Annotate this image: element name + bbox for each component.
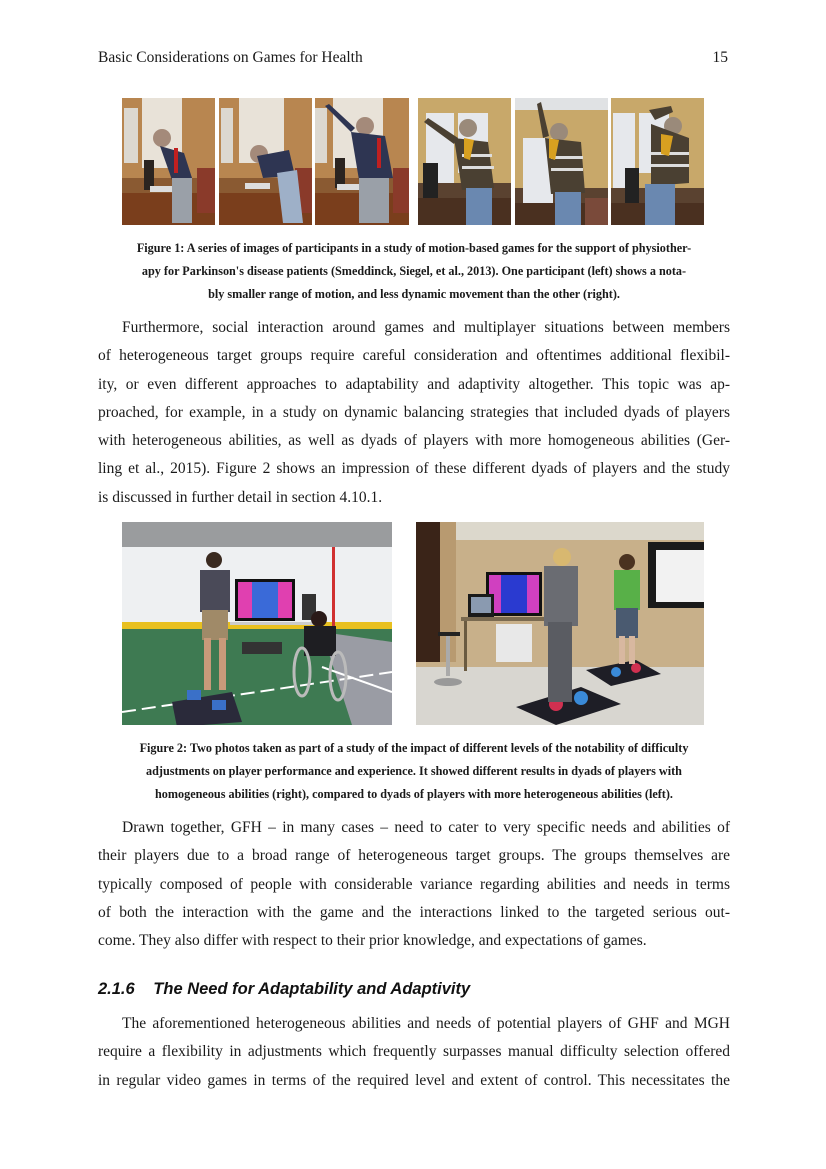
text-line: ling et al., 2015). Figure 2 shows an impression of these different dyads of players and the study [98, 460, 730, 478]
paragraph-3 [98, 1010, 730, 1095]
running-header [98, 49, 730, 67]
text-line: come. They also differ with respect to their prior knowledge, and expectations of games. [98, 932, 647, 950]
figure-1-panel-6 [611, 98, 704, 225]
section-title: The Need for Adaptability and Adaptivity [153, 980, 471, 998]
caption-line: Figure 1: A series of images of participants in a study of motion-based games for the support of physiother- [136, 241, 692, 255]
page-number: 15 [712, 49, 728, 66]
paragraph-1 [98, 314, 730, 512]
text-line: of both the interaction with the game and the interactions linked to the targeted serious out- [98, 903, 730, 921]
running-title: Basic Considerations on Games for Health [98, 49, 363, 66]
text-line: Drawn together, GFH – in many cases – need to cater to very specific needs and abilities of [122, 819, 730, 836]
figure-1-panel-1 [122, 98, 215, 225]
figure-1-panel-5 [515, 98, 608, 225]
text-line: of heterogeneous target groups require careful consideration and oftentimes additional flexibil- [98, 347, 730, 365]
text-line: is discussed in further detail in section 4.10.1. [98, 488, 383, 506]
caption-line: Figure 2: Two photos taken as part of a study of the impact of different levels of the notability of difficulty [139, 741, 689, 755]
caption-line: adjustments on player performance and experience. It showed different results in dyads of players with [146, 764, 682, 778]
figure-2-photo-right [416, 522, 704, 725]
text-line: with heterogeneous abilities, as well as dyads of players with more homogeneous abilities (Ger- [98, 432, 730, 450]
caption-line: apy for Parkinson's disease patients (Smeddinck, Siegel, et al., 2013). One participant (left) shows a nota- [141, 264, 687, 278]
text-line: The aforementioned heterogeneous abilities and needs of potential players of GHF and MGH [122, 1015, 730, 1032]
caption-line: homogeneous abilities (right), compared to dyads of players with more heterogeneous abilities (left). [155, 787, 673, 801]
figure-2-caption [98, 737, 730, 806]
figure-1-panel-2 [219, 98, 312, 225]
figure-2-photo-left [122, 522, 392, 725]
paragraph-2 [98, 814, 730, 955]
caption-line: bly smaller range of motion, and less dynamic movement than the other (right). [208, 287, 620, 301]
section-heading [98, 980, 470, 999]
text-line: proached, for example, in a study on dynamic balancing strategies that included dyads of players [98, 403, 730, 421]
figure-1-panel-4 [418, 98, 511, 225]
text-line: in regular video games in terms of the required level and extent of control. This necessitates the [98, 1071, 730, 1089]
text-line: require a flexibility in adjustments which frequently surpasses manual difficulty selection offered [98, 1043, 730, 1061]
section-number: 2.1.6 [98, 980, 135, 998]
figure-1-panel-3 [315, 98, 409, 225]
figure-1-images [122, 98, 704, 225]
text-line: their players due to a broad range of heterogeneous target groups. The groups themselves are [98, 847, 730, 865]
text-line: ity, or even different approaches to adaptability and adaptivity altogether. This topic was ap- [98, 375, 730, 393]
figure-1-caption [98, 237, 730, 306]
text-line: Furthermore, social interaction around games and multiplayer situations between members [122, 319, 730, 336]
text-line: typically composed of people with considerable variance regarding abilities and needs in terms [98, 875, 730, 893]
